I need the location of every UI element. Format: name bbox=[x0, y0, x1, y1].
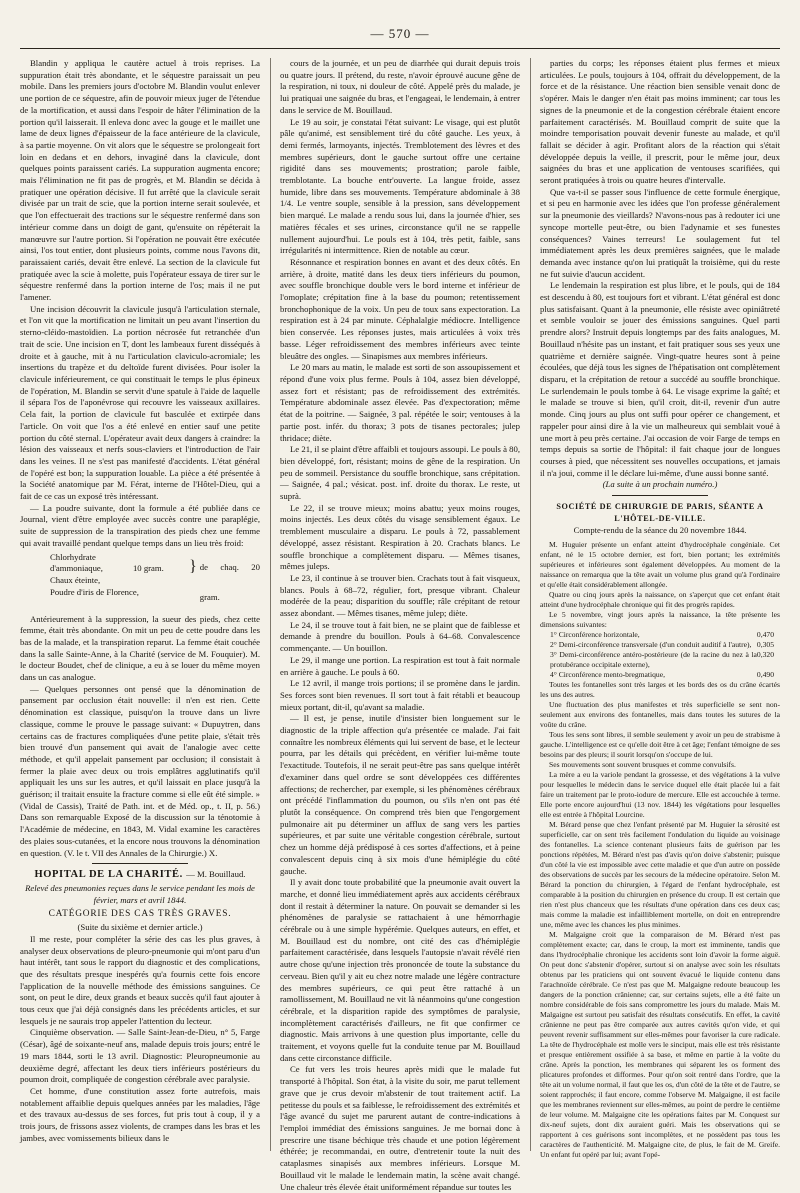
paragraph: Le 24, il se trouve tout à fait bien, ne se plaint que de faiblesse et demande à prendre du bouillon. Pouls à 64–68. Convalescence commençante. — Un bouillon. bbox=[280, 619, 520, 654]
article-subtitle: Relevé des pneumonies reçues dans le service pendant les mois de février, mars et avril 1844. bbox=[25, 883, 255, 905]
paragraph: Résonnance et respiration bonnes en avant et des deux côtés. En arrière, à droite, matité dans les deux tiers inférieurs du poumon, avec souffle bronchique double vers le bord interne et inférieur de l'omoplate; crépitation fine à la base du poumon; retentissement bronchophonique de la voix. Un peu de toux sans expectoration. La respiration est à 24 par minute. Céphalalgie médiocre. Intelligence bien conservée. Les réponses justes, mais articulées à voix très basse. Léger refroidissement des membres inférieurs avec teinte bleuâtre des ongles. — Sinapismes aux membres inférieurs. bbox=[280, 256, 520, 361]
section-divider bbox=[612, 495, 708, 496]
measurement-row bbox=[540, 670, 780, 680]
seance-date: Compte-rendu de la séance du 20 novembre 1844. bbox=[573, 525, 747, 536]
paragraph: parties du corps; les réponses étaient plus fermes et mieux articulées. Le pouls, toujours à 104, offrait du développement, de la force et de la résistance. Une réaction bien sensible venait donc de s'opérer. Mais le danger n'en était pas moins imminent; car tous les signes de la pneumonie et de la congestion cérébrale étaient encore parfaitement caractérisés. M. Bouillaud comprit de suite que la moindre temporisation pouvait devenir funeste au malade, et qu'il fallait se décider à agir. Profitant alors de la réaction qui s'était développée depuis la veille, il prescrit, pour le même jour, deux saignées du bras et une application de ventouses scarifiées, qui seront pratiquées à trois ou quatre heures d'intervalle. bbox=[540, 58, 780, 186]
measurement-label: 3° Demi-circonférence antéro-postérieure (de la racine du nez à la protubérance occipitale externe), bbox=[550, 650, 757, 670]
paragraph: Le 19 au soir, je constatai l'état suivant: Le visage, qui est plutôt pâle qu'animé, est sensiblement tiré du côté gauche. Les yeux, à demi fermés, larmoyants, injectés. Tremblotement des lèvres et des membres supérieurs, dont le gauche surtout offre une certaine rigidité dans ses mouvements; prostration; parole faible, tremblotante. La bouche entr'ouverte. La langue froide, assez humide, libre dans ses mouvements. Température abdominale à 38 1/4. Le ventre souple, sensible à la pression, sans développement bien marqué. Le malade a rendu sous lui, dans la journée d'hier, ses matières fécales et ses urines, circonstance qu'il ne se rappelle nullement aujourd'hui. Le pouls est à 104, très petit, faible, sans irrégularités ni intermittence. Rien de notable au cœur. bbox=[280, 116, 520, 256]
paragraph: M. Huguier présente un enfant atteint d'hydrocéphale congéniale. Cet enfant, né le 15 octobre dernier, est fort, bien portant; les extrémités supérieures et inférieures sont également développées. Au moment de la naissance on remarqua que la tête avait un volume plus grand qu'à l'ordinaire et qu'elle était considérablement allongée. bbox=[540, 540, 780, 590]
article-title bbox=[20, 869, 260, 881]
paragraph: Une incision découvrit la clavicule jusqu'à l'articulation sternale, et l'on vit que la mortification ne limitait un peu avant l'insertion du sterno-cléido-mastoïdien. La portion nécrosée fut retranchée d'un trait de scie. Une incision en T, dont les lambeaux furent disséqués à droite et à gauche, mit à nu l'articulation claviculo-acromiale; les insertions du trapèze et du deltoïde furent divisées. Pour isoler la clavicule inférieurement, ce qui constituait le temps le plus épineux de l'opération, M. Blandin se servit d'une spatule à l'aide de laquelle il sépara l'os de l'aponévrose qui recouvre les vaisseaux axillaires. Cela fait, la portion de clavicule fut basculée et extirpée dans l'article. On voit que l'os a été enlevé en entier sauf une petite portion du côté sternal. L'opérateur avait deux dangers à craindre: la lésion des vaisseaux et nerfs sous-claviers et l'introduction de l'air dans les veines. Il ne s'est pas manifesté d'accidents. L'état général de l'opéré est bon; la suppuration louable. La pièce a été présentée à la Société anatomique par M. Férat, interne de l'Hôtel-Dieu, qui a fait de ce cas un exposé très intéressant. bbox=[20, 303, 260, 502]
columns bbox=[20, 58, 780, 1192]
category-heading: CATÉGORIE DES CAS TRÈS GRAVES. bbox=[48, 909, 232, 920]
formula-ingredients bbox=[50, 552, 186, 612]
paragraph: M. Malgaigne croit que la comparaison de M. Bérard n'est pas complètement exacte; car, dans le croup, la mort est imminente, tandis que dans l'hydrocéphalie chronique les accidents sont loin d'avoir la forme aiguë. On peut donc s'abstenir d'opérer, surtout si on analyse avec soin les résultats obtenus par les praticiens qui ont souvent évacué le liquide contenu dans l'arachnoïde cérébrale. Ce n'est pas que M. Malgaigne redoute beaucoup les dangers de la ponction crânienne; car, sur certains sujets, elle a été faite un nombre considérable de fois sans compromettre les jours du malade. Mais M. Malgaigne est surtout peu satisfait des résultats consécutifs. En effet, la cavité crânienne ne peut pas être comparée aux autres cavités qu'on vide, et qui peuvent revenir suffisamment sur elles-mêmes pour favoriser la cure radicale. La tête de l'hydrocéphale est molle vers le sinciput, mais elle est très résistante et presque entièrement ossifiée à sa base, et même en partie à la voûte du crâne. Après la ponction, les membranes qui séparent les os forment des plicatures profondes et difformes. Pour qu'on soit rentré dans l'ordre, que la tête ait un volume normal, il faut que les os, d'un côté de la tête et de l'autre, se soient rapprochés; il faut encore, comme l'observe M. Malgaigne, il est facile que les membranes reviennent sur elles-mêmes, au point de perdre le centième de leur volume. M. Malgaigne cite les opérations faites par M. Conquest sur dix-neuf sujets, dont dix auraient guéri. Mais les observations qui se rapportent à ces guérisons sont incomplètes, et ne possèdent pas tous les caractères de l'authenticité. M. Malgaigne cite, de plus, le fait de M. Greife. Un enfant fut opéré par lui; avant l'opé- bbox=[540, 930, 780, 1160]
societe-title: SOCIÉTÉ DE CHIRURGIE DE PARIS, SÉANTE A L'HÔTEL-DE-VILLE. bbox=[556, 502, 764, 523]
paragraph: Cet homme, d'une constitution assez forte autrefois, mais notablement affaiblie depuis quelques années par les maladies, l'âge et des travaux au-dessus de ses forces, fut pris tout à coup, il y a trois jours, de frissons assez violents, de crampes dans les bras et les jambes, avec vomissements bilieux dans le bbox=[20, 1085, 260, 1143]
paragraph: Toutes les fontanelles sont très larges et les bords des os du crâne écartés les uns des autres. bbox=[540, 680, 780, 700]
paragraph: Le lendemain la respiration est plus libre, et le pouls, qui de 184 est descendu à 80, est toujours fort et vibrant. L'état général est donc plus satisfaisant. Quant à la pneumonie, elle résiste avec opiniâtreté et semble vouloir se jouer des émissions sanguines. Quel parti prendre alors? Instruit depuis longtemps par des faits analogues, M. Bouillaud n'hésite pas un instant, et fait pratiquer sous ses yeux une quatrième et dernière saignée. Vingt-quatre heures sont à peine écoulées, que déjà tous les signes de l'hépatisation ont complètement disparu, et la crépitation de retour a succédé au souffle bronchique. Le surlendemain le pouls tombe à 64. Le visage exprime la gaîté; et le malade se trouve si bien, qu'il croit, dit-il, revenir d'un autre monde. Cinq jours au plus ont suffi pour opérer ce changement, et rappeler pour ainsi dire à la vie un malheureux qui semblait voué à une mort à peu près certaine. J'ai occasion de voir Farge de temps en temps depuis sa sortie de l'hôpital: il fait chaque jour de longues courses à pied, que nécessitent ses nouvelles occupations, et jamais il n'a joui, comme il le déclare lui-même, d'une aussi bonne santé. bbox=[540, 280, 780, 478]
prescription-formula bbox=[50, 552, 260, 612]
measurement-value: 0,470 bbox=[756, 630, 774, 640]
paragraph: M. Bérard pense que chez l'enfant présenté par M. Huguier la sérosité est superficielle, car on sent très facilement l'ondulation du liquide au voisinage des fontanelles. La science contenant plusieurs faits de guérison par les ponctions répétées, M. Bérard n'est pas d'avis qu'on doive s'abstenir; puisque d'un côté la vie est impossible avec cette maladie et que d'un autre on possède des observations de succès par les secours de la médecine opératoire. Selon M. Bérard la ponction du chirurgien, à l'égard de l'enfant hydrocéphale, est comparable à la position du chirurgien en présence du croup. Il est certain que rien n'est plus chanceux que les résultats d'une opération dans ces deux cas; mais comme la maladie est infailliblement mortelle, on doit en entreprendre une, même avec les chances les plus minimes. bbox=[540, 820, 780, 930]
paragraph: Blandin y appliqua le cautère actuel à trois reprises. La suppuration était très abondante, et le séquestre paraissait un peu mobile. Dans les premiers jours d'octobre M. Blandin voulut enlever une portion de ce séquestre, afin de pouvoir mieux juger de l'étendue de la mortification, et aussi dans l'espoir de hâter l'élimination de la portion qu'il laisserait. Il enleva donc avec la gouge et le maillet une lame de deux lignes d'épaisseur de la face antérieure de la clavicule, à sa partie moyenne. On vit alors que le séquestre se prolongeait fort loin en dedans et en dehors, invaginé dans la clavicule, dont quelques points paraissent cariés. La suppuration augmenta encore; mais l'élimination ne fit pas de progrès, et M. Blandin se décida à pratiquer une opération décisive. Il fut arrêté que la clavicule serait divisée par un trait de scie, que la portion interne serait soulevée, et que l'on effectuerait des tractions sur le séquestre renfermé dans son intérieur comme dans un doigt de gant, qu'ensuite on répéterait la manœuvre sur l'autre portion. Si l'opération ne pouvait être exécutée ainsi, l'os tout entier, dont plusieurs points, comme nous l'avons dit, paraissaient cariés, devait être enlevé. La section de la clavicule fut pratiquée avec la scie à molette, puis l'opérateur essaya de tirer sur le séquestre renfermé dans la portion interne de l'os; mais il ne put l'amener. bbox=[20, 58, 260, 303]
to-be-continued: (La suite à un prochain numéro.) bbox=[602, 479, 718, 490]
article-title-text: HOPITAL DE LA CHARITÉ. bbox=[34, 869, 183, 881]
formula-brace: } bbox=[189, 557, 197, 575]
measurement-value: 0,305 bbox=[756, 640, 774, 650]
measurement-label: 4° Circonférence mento-bregmatique, bbox=[550, 670, 665, 680]
paragraph: Quatre ou cinq jours après la naissance, on s'aperçut que cet enfant était atteint d'une hydrocéphale chronique qui fit des progrès rapides. bbox=[540, 590, 780, 610]
page-number: — 570 — bbox=[370, 26, 430, 41]
formula-ingredient: Poudre d'iris de Florence, bbox=[50, 586, 139, 597]
paragraph: — Quelques personnes ont pensé que la dénomination de pansement par occlusion était nouvelle: il n'en est rien. Cette dénomination est classique, puisqu'on la trouve dans un livre classique, comme le prouve le passage suivant: « Dupuytren, dans certains cas de fractures compliquées d'une petite plaie, s'était très bien trouvé d'un pansement qui avait de l'analogie avec cette méthode, et qu'il appelait pansement par occlusion; il consistait à fermer la plaie avec deux ou trois emplâtres agglutinatifs qu'il appliquait les uns sur les autres, et qu'il laissait en place jusqu'à la guérison; il traitait ensuite la fracture comme si elle eût été simple. » (Vidal de Cassis), Traité de Path. int. et de Méd. op., t. II, p. 56.) Dans son remarquable Exposé de la discussion sur la ténotomie à l'Académie de médecine, en 1843, M. Vidal examine les caractères des plaies sous-cutanées, et la encore nous trouvons la dénomination en question. (V. le t. VII des Annales de la Chirurgie.) X. bbox=[20, 683, 260, 858]
column-1 bbox=[20, 58, 260, 1151]
section-divider bbox=[92, 863, 188, 864]
paragraph: Il y avait donc toute probabilité que la pneumonie avait ouvert la marche, et donné lieu immédiatement après aux accidents cérébraux dont il restait à déterminer la nature. On pouvait se demander si les phénomènes de paralysie se rattachaient à une hémorrhagie cérébrale ou à une simple hypérémie. Quelques auteurs, en effet, et M. Bouillaud est du nombre, ont cité des cas d'hémiplégie parfaitement caractérisée, dans lesquels l'autopsie n'avait révélé rien autre chose qu'une injection très prononcée de toute la substance du cerveau. Bien qu'il y ait eu chez notre malade une légère contracture des membres supérieurs, ce qui peut être rattaché à un ramollissement, M. Bouillaud ne vit là néanmoins qu'une congestion cérébrale, et la disparition rapide des symptômes de paralysie, incomplètement caractérisés d'ailleurs, ne fit que confirmer ce diagnostic. Mais arrivons à une question plus importante, celle du traitement, et voyons quelle fut la conduite tenue par M. Bouillaud dans cette circonstance difficile. bbox=[280, 877, 520, 1063]
paragraph: Tous les sens sont libres, il semble seulement y avoir un peu de strabisme à gauche. L'intelligence est ce qu'elle doit être à cet âge; l'enfant témoigne de ses besoins par des pleurs; il sourit lorsqu'on s'occupe de lui. bbox=[540, 730, 780, 760]
paragraph: Le 23, il continue à se trouver bien. Crachats tout à fait visqueux, blancs. Pouls à 68–72, régulier, fort, presque vibrant. Chaleur modérée de la peau; disparition du souffle; râle crépitant de retour assez abondant. — Mêmes tisanes, même julep; diète. bbox=[280, 572, 520, 619]
paragraph: Ce fut vers les trois heures après midi que le malade fut transporté à l'hôpital. Son état, à la visite du soir, me parut tellement grave que je crus devoir m'abstenir de tout traitement actif. La petitesse du pouls et sa faiblesse, le refroidissement des extrémités et l'âge avancé du sujet me parurent autant de contre-indications à l'emploi immédiat des émissions sanguines. Je me bornai donc à prescrire une tisane béchique très chaude et une potion légèrement éthérée; je recommandai, en outre, d'entretenir toute la nuit des cataplasmes sinapisés aux membres inférieurs. Lorsque M. Bouillaud vit le malade le lendemain matin, la scène avait changé. Une chaleur très élevée était uniformément répandue sur toutes les bbox=[280, 1064, 520, 1192]
category-subheading: (Suite du sixième et dernier article.) bbox=[77, 922, 203, 933]
formula-ingredient: Chaux éteinte, bbox=[50, 574, 101, 585]
paragraph: Il me reste, pour compléter la série des cas les plus graves, à analyser deux observations de pleuro-pneumonie qui m'ont paru d'un haut intérêt, tant sous le rapport du diagnostic et des complications, que des résultats presque inespérés qu'a fournis cette fois encore l'application de la nouvelle méthode des émissions sanguines. Ce sont, on peut le dire, deux grands et beaux succès qu'il faut ajouter à tous ceux que j'ai déjà consignés dans les précédents articles, et sur lesquels je ne saurais trop appeler l'attention du lecteur. bbox=[20, 933, 260, 1026]
column-2 bbox=[270, 58, 520, 1192]
formula-quantity: de chaq. 20 gram. bbox=[199, 561, 260, 602]
paragraph: Que va-t-il se passer sous l'influence de cette formule énergique, et si peu en harmonie avec les idées que l'on professe généralement sur la pneumonie des vieillards? N'avons-nous pas à redouter ici une syncope mortelle peut-être, ou bien l'adynamie et ses funestes conséquences? Vaines terreurs! Le soulagement fut tel immédiatement après les deux premières saignées, que le malade demanda avec instance qu'on lui pratiquât la troisième, qui du reste ne fut suivie d'aucun accident. bbox=[540, 186, 780, 279]
measurement-value: 0,320 bbox=[756, 650, 774, 660]
measurement-row bbox=[540, 640, 780, 650]
paragraph: Le 20 mars au matin, le malade est sorti de son assoupissement et répond d'une voix plus ferme. Pouls à 104, assez bien développé, assez fort et résistant; pas de refroidissement des extrémités. Température abdominale assez élevée. Pas d'expectoration; même état de la poitrine. — Saignée, 3 pal. répétée le soir; ventouses à la partie post. infér. du thorax; 3 pots de tisanes pectorales; julep thridace; diète. bbox=[280, 362, 520, 443]
societe-report bbox=[540, 540, 780, 1160]
paragraph: cours de la journée, et un peu de diarrhée qui durait depuis trois ou quatre jours. Il prétend, du reste, n'avoir éprouvé aucune gêne de la respiration, ni toux, ni douleur de côté. Appelé près du malade, je lui pratiquai une saignée du bras, et l'engageai, le lendemain, à entrer dans le service de M. Bouillaud. bbox=[280, 58, 520, 115]
article-byline: — M. Bouillaud. bbox=[186, 869, 246, 880]
measurement-value: 0,490 bbox=[756, 670, 774, 680]
formula-ingredient: Chlorhydrate d'ammoniaque, bbox=[50, 551, 103, 574]
paragraph: Le 22, il se trouve mieux; moins abattu; yeux moins rouges, moins injectés. Les deux côtés du visage sensiblement égaux. Le tremblement musculaire a disparu. Le pouls à 72, passablement développé, assez résistant. Respiration à 20. Crachats blancs. Le souffle bronchique a complètement disparu. — Mêmes tisanes, mêmes juleps. bbox=[280, 502, 520, 572]
measurement-label: 2° Demi-circonférence transversale (d'un conduit auditif à l'autre), bbox=[550, 640, 752, 650]
header-rule bbox=[20, 48, 780, 49]
measurement-row bbox=[540, 630, 780, 640]
column-3 bbox=[530, 58, 780, 1160]
paragraph: Le 29, il mange une portion. La respiration est tout à fait normale en arrière à gauche. Le pouls à 60. bbox=[280, 654, 520, 677]
measurement-label: 1° Circonférence horizontale, bbox=[550, 630, 640, 640]
paragraph: Le 5 novembre, vingt jours après la naissance, la tête présente les dimensions suivantes: bbox=[540, 610, 780, 630]
formula-quantity: 10 gram. bbox=[132, 563, 164, 574]
paragraph: — Il est, je pense, inutile d'insister bien longuement sur le diagnostic de la triple affection qu'a présentée ce malade. J'ai fait connaître les nombreux éléments qui lui servent de base, et le lecteur pourra, par les détails qui précèdent, en vérifier lui-même toute l'exactitude. Toutefois, il ne serait peut-être pas sans quelque intérêt d'examiner dans quel ordre se sont développées ces différentes affections; de rechercher, par exemple, si les phénomènes cérébraux ont précédé l'inflammation du poumon, ou s'ils n'en ont pas été plutôt la conséquence. On comprend très bien que l'engorgement pulmonaire ait pu déterminer un afflux de sang vers les parties supérieures, et par suite une véritable congestion cérébrale, surtout chez un homme déjà prédisposé à ces sortes d'affections, et à peine convalescent depuis cinq à six mois d'une hémiplégie du côté gauche. bbox=[280, 713, 520, 876]
paragraph: — La poudre suivante, dont la formule a été publiée dans ce Journal, vient d'être employée avec succès contre une paraplégie, suite de suppression de la transpiration des pieds chez une femme qui avait travaillé pendant quelque temps dans un lieu très froid: bbox=[20, 502, 260, 548]
paragraph: Le 12 avril, il mange trois portions; il se promène dans le jardin. Ses forces sont bien revenues. Il sort tout à fait rétabli et beaucoup mieux portant, dit-il, qu'avant sa maladie. bbox=[280, 678, 520, 712]
paragraph: Antérieurement à la suppression, la sueur des pieds, chez cette femme, était très abondante. On mit un peu de cette poudre dans les bas de la malade, et la transpiration reparut. La femme était couchée dans la salle Sainte-Anne, à la Charité (service de M. Fouquier). M. le docteur Boudet, chef de clinique, a eu à se louer du même moyen dans un cas analogue. bbox=[20, 613, 260, 683]
paragraph: Cinquième observation. — Salle Saint-Jean-de-Dieu, n° 5, Farge (César), âgé de soixante-neuf ans, malade depuis trois jours; entré le 19 mars 1844, sorti le 13 avril. Diagnostic: Pleuropneumonie au deuxième degré, affectant les deux tiers inférieurs postérieurs du poumon droit, compliquée de congestion cérébrale avec paralysie. bbox=[20, 1027, 260, 1085]
paragraph: Le 21, il se plaint d'être affaibli et toujours assoupi. Le pouls à 80, bien développé, fort, résistant; moins de gêne de la respiration. Un peu de sommeil. Persistance du souffle bronchique, sans crépitation. — Saignée, 4 pal.; vésicat. post. inf. droite du thorax. Le reste, ut suprà. bbox=[280, 444, 520, 502]
paragraph: Ses mouvements sont souvent brusques et comme convulsifs. bbox=[549, 760, 736, 770]
paragraph: Une fluctuation des plus manifestes et très superficielle se sent non-seulement aux environs des fontanelles, mais dans toutes les sutures de la voûte du crâne. bbox=[540, 700, 780, 730]
paragraph: La mère a eu la variole pendant la grossesse, et des végétations à la vulve pour lesquelles le médecin dans le service duquel elle était placée lui a fait faire un traitement par le proto-iodure de mercure. Elle est accouchée à terme. Elle porte encore aujourd'hui (13 nov. 1844) les végétations pour lesquelles elle est entrée à l'hôpital Lourcine. bbox=[540, 770, 780, 820]
measurement-row bbox=[540, 650, 780, 670]
